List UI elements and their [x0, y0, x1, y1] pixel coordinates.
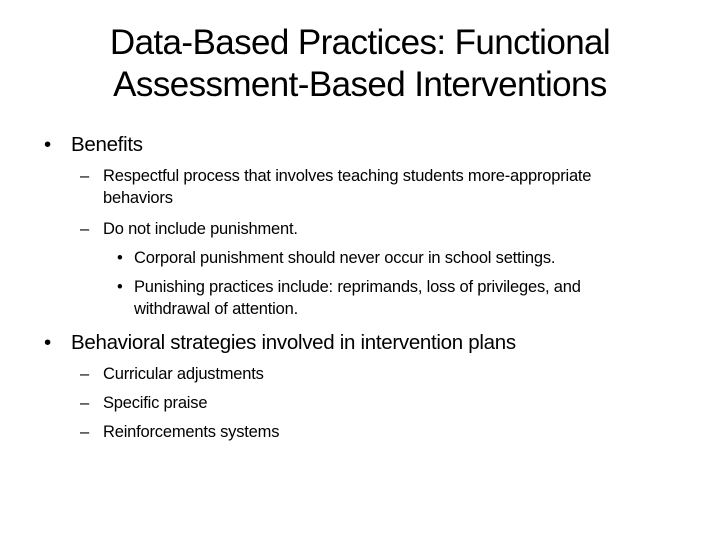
sub-bullet-respectful-process-line-1: Respectful process that involves teaching students more-appropriate — [103, 167, 592, 185]
slide-title-line-1: Data-Based Practices: Functional — [109, 23, 611, 62]
dash-marker: – — [80, 220, 89, 238]
sub-bullet-no-punishment: Do not include punishment. — [103, 220, 298, 238]
dash-marker: – — [80, 365, 89, 383]
bullet-behavioral-strategies: Behavioral strategies involved in intervention plans — [71, 331, 516, 354]
bullet-marker: • — [117, 249, 123, 267]
dash-marker: – — [80, 423, 89, 441]
dash-marker: – — [80, 167, 89, 185]
sub-sub-bullet-punishing-practices-line-2: withdrawal of attention. — [134, 300, 298, 318]
sub-bullet-reinforcement-systems: Reinforcements systems — [103, 423, 280, 441]
sub-bullet-respectful-process-line-2: behaviors — [103, 189, 173, 207]
dash-marker: – — [80, 394, 89, 412]
bullet-benefits: Benefits — [71, 133, 143, 156]
bullet-marker: • — [44, 331, 51, 354]
bullet-marker: • — [44, 133, 51, 156]
sub-bullet-curricular-adjustments: Curricular adjustments — [103, 365, 264, 383]
sub-sub-bullet-corporal-punishment: Corporal punishment should never occur in school settings. — [134, 249, 556, 267]
sub-sub-bullet-punishing-practices-line-1: Punishing practices include: reprimands, loss of privileges, and — [134, 278, 581, 296]
slide-title-line-2: Assessment-Based Interventions — [113, 65, 607, 104]
sub-bullet-specific-praise: Specific praise — [103, 394, 208, 412]
bullet-marker: • — [117, 278, 123, 296]
